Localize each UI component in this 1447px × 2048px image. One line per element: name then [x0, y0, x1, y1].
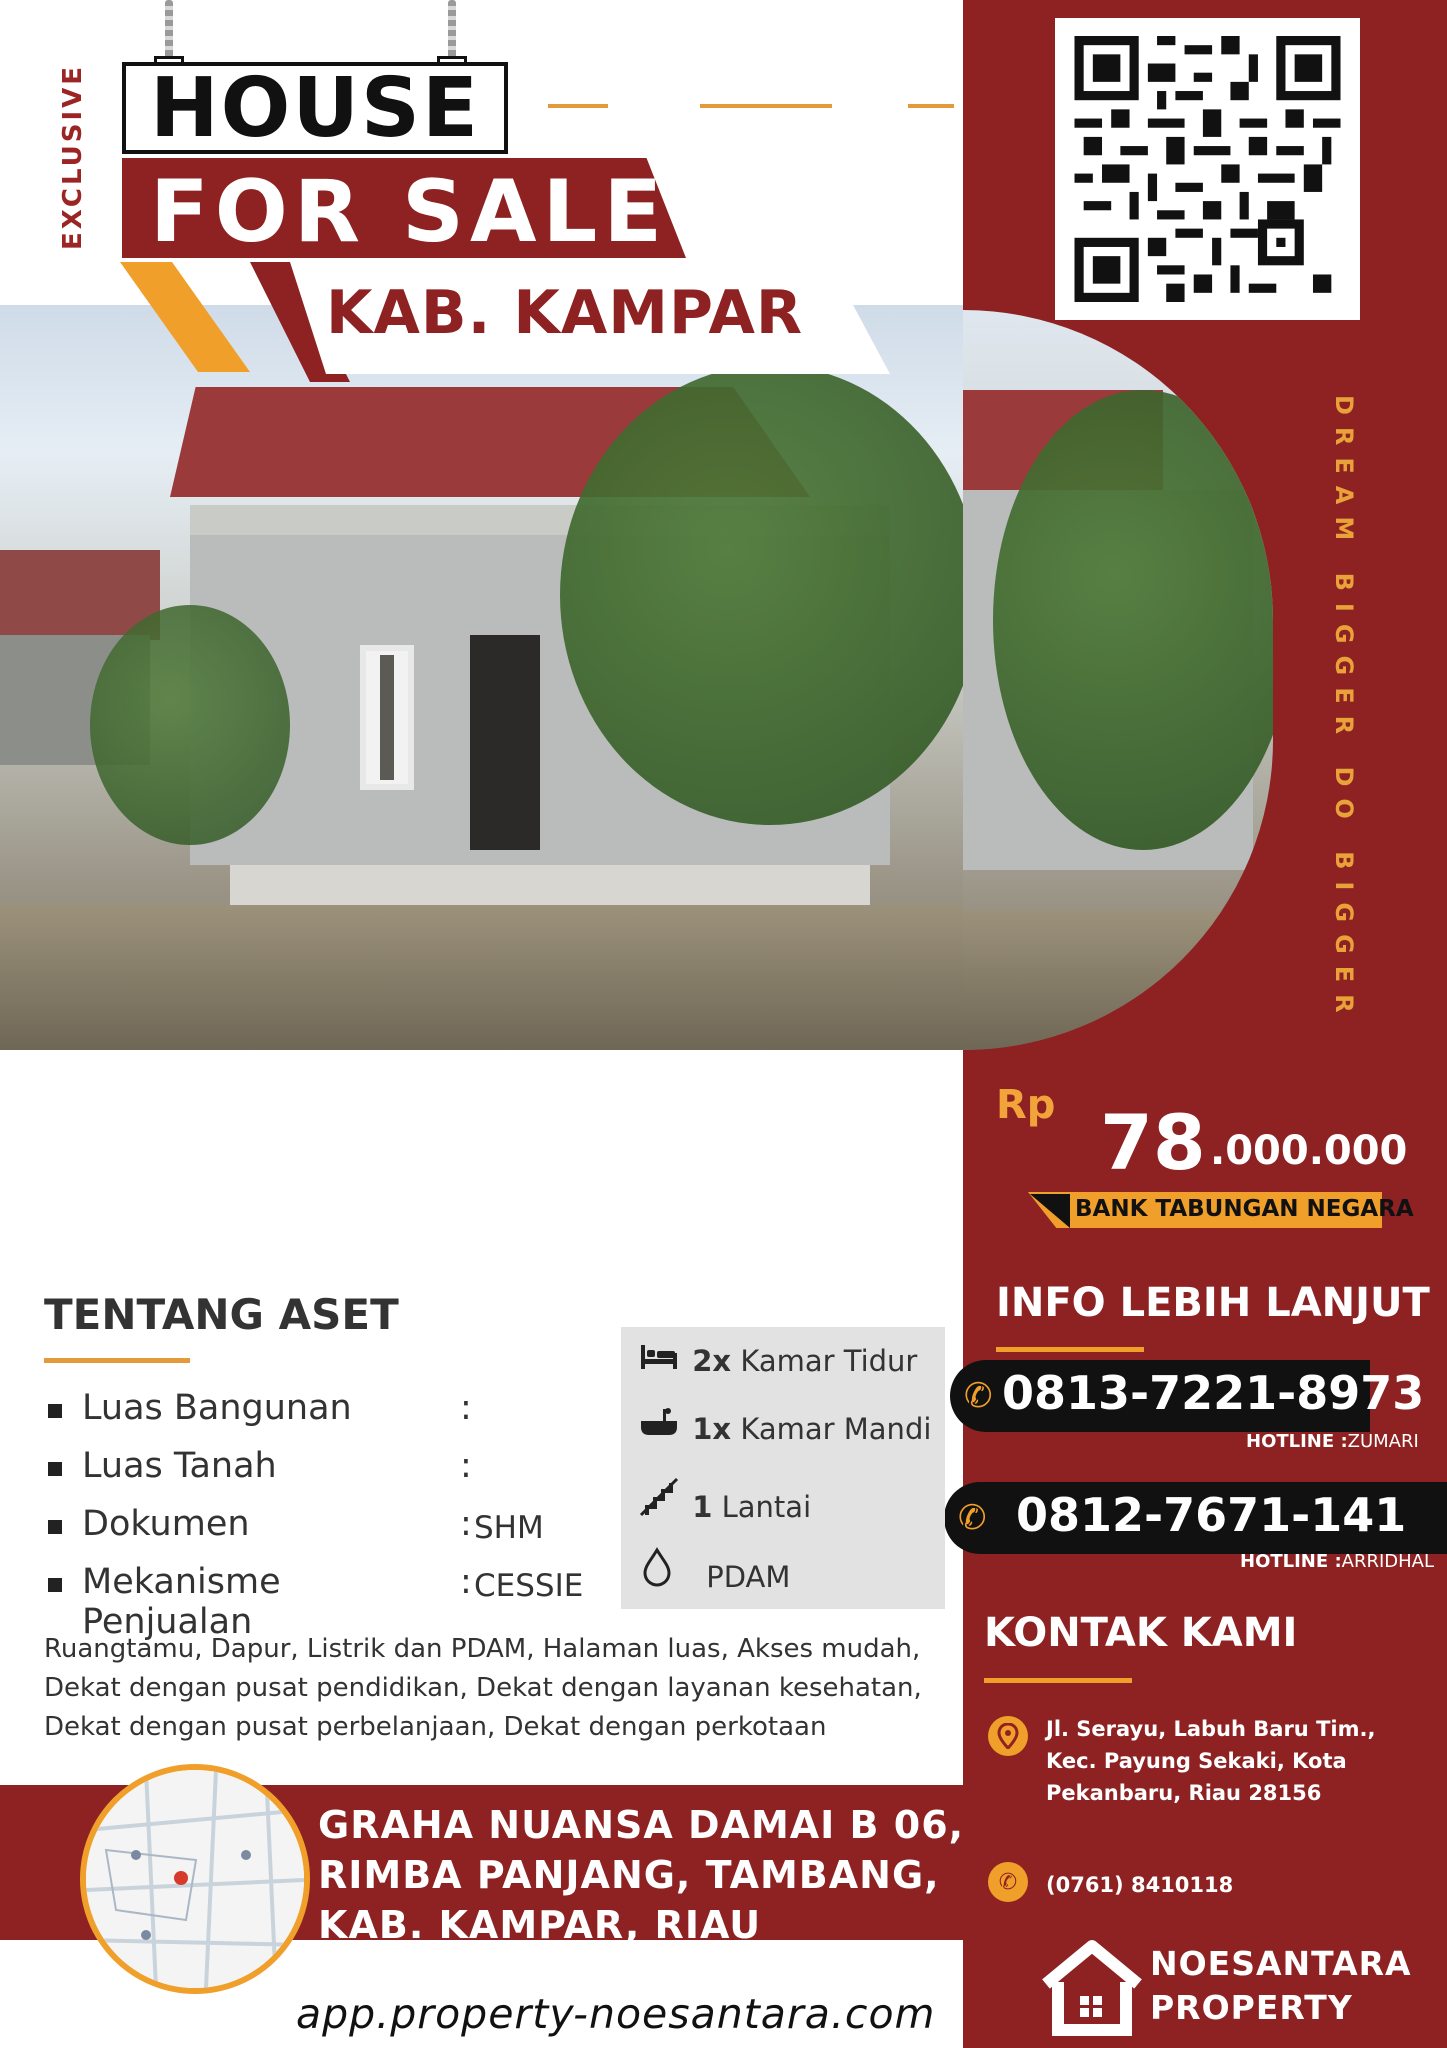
spec-value: SHM — [474, 1510, 544, 1546]
spec-row — [44, 1562, 584, 1642]
location-title: KAB. KAMPAR — [326, 278, 804, 348]
location-pin-glyph — [997, 1723, 1019, 1749]
feature-count: 2x — [692, 1344, 732, 1378]
feature-bedroom — [639, 1341, 917, 1379]
chain-right — [448, 0, 456, 60]
spec-colon: : — [460, 1562, 472, 1602]
price-rest: .000.000 — [1210, 1128, 1408, 1174]
property-address — [318, 1800, 964, 1950]
feature-text: Kamar Tidur — [740, 1344, 918, 1378]
feature-water — [639, 1547, 790, 1595]
spec-colon: : — [460, 1504, 472, 1544]
feature-floor — [639, 1477, 811, 1525]
hotline-label-1 — [1246, 1431, 1419, 1452]
decor-dash — [548, 104, 608, 108]
address-line: Pekanbaru, Riau 28156 — [1046, 1781, 1322, 1805]
stairs-icon — [639, 1477, 683, 1525]
noesantara-logo-icon — [1038, 1938, 1146, 2036]
hotline-number-1[interactable]: 0813-7221-8973 — [1002, 1366, 1425, 1420]
for-sale-text: FOR SALE — [150, 162, 669, 262]
bullet — [48, 1578, 62, 1592]
spec-row — [44, 1446, 583, 1504]
feature-bathroom — [639, 1407, 931, 1447]
bathtub-icon — [639, 1407, 683, 1447]
phone-icon: ✆ — [988, 1862, 1028, 1902]
water-drop-icon — [639, 1547, 683, 1595]
logo-line-1: NOESANTARA — [1150, 1944, 1412, 1983]
logo-line-2: PROPERTY — [1150, 1988, 1353, 2027]
house-sign: HOUSE — [122, 62, 508, 154]
bullet — [48, 1462, 62, 1476]
stairs-glyph — [639, 1477, 679, 1517]
decor-dash — [908, 104, 954, 108]
price-main: 78 — [1100, 1098, 1206, 1187]
asset-description: Ruangtamu, Dapur, Listrik dan PDAM, Halaman luas, Akses mudah, Dekat dengan pusat pendidikan, Dekat dengan layanan kesehatan, Dekat dengan pusat perbelanjaan, Dekat dengan perkotaan — [44, 1634, 922, 1742]
water-drop-glyph — [639, 1547, 675, 1587]
feature-count: 1 — [692, 1490, 713, 1524]
address-line: Jl. Serayu, Labuh Baru Tim., — [1046, 1717, 1376, 1741]
qr-code-graphic — [1073, 36, 1342, 302]
office-address — [1046, 1713, 1375, 1809]
about-underline — [44, 1358, 190, 1363]
hotline-prefix: HOTLINE : — [1246, 1431, 1348, 1452]
bathtub-glyph — [639, 1407, 679, 1439]
chain-left — [165, 0, 173, 60]
map-graphic — [86, 1770, 304, 1988]
property-address-line: KAB. KAMPAR, RIAU — [318, 1903, 762, 1947]
property-address-line: RIMBA PANJANG, TAMBANG, — [318, 1853, 940, 1897]
spec-row — [44, 1388, 583, 1446]
spec-row — [44, 1504, 583, 1562]
phone-icon: ✆ — [964, 1376, 993, 1416]
house-photo — [0, 305, 963, 1050]
bank-name: BANK TABUNGAN NEGARA — [1075, 1196, 1414, 1222]
noesantara-logo-text — [1150, 1942, 1412, 2030]
address-line: Kec. Payung Sekaki, Kota — [1046, 1749, 1347, 1773]
office-phone[interactable]: (0761) 8410118 — [1046, 1873, 1234, 1897]
contact-heading: KONTAK KAMI — [984, 1610, 1298, 1656]
info-heading: INFO LEBIH LANJUT — [996, 1280, 1430, 1326]
bed-glyph — [639, 1341, 679, 1371]
bullet — [48, 1520, 62, 1534]
hotline-prefix: HOTLINE : — [1240, 1551, 1342, 1572]
house-logo-glyph — [1038, 1938, 1146, 2036]
spec-value: CESSIE — [474, 1568, 584, 1604]
bed-icon — [639, 1341, 683, 1379]
spec-colon: : — [460, 1446, 472, 1486]
feature-count: 1x — [692, 1412, 732, 1446]
hotline-number-2[interactable]: 0812-7671-141 — [1016, 1488, 1407, 1542]
spec-colon: : — [460, 1388, 472, 1428]
property-address-line: GRAHA NUANSA DAMAI B 06, — [318, 1803, 965, 1847]
feature-text: PDAM — [706, 1560, 791, 1594]
website-link[interactable]: app.property-noesantara.com — [296, 1990, 936, 2038]
location-pin-icon — [988, 1716, 1028, 1756]
contact-underline — [984, 1678, 1132, 1683]
qr-code[interactable] — [1055, 18, 1360, 320]
decor-dash — [700, 104, 832, 108]
feature-text: Kamar Mandi — [740, 1412, 932, 1446]
location-map[interactable] — [80, 1764, 310, 1994]
hotline-label-2 — [1240, 1551, 1434, 1572]
bullet — [48, 1404, 62, 1418]
spec-list — [44, 1388, 584, 1642]
about-heading: TENTANG ASET — [44, 1290, 399, 1339]
spec-label: Luas Bangunan — [82, 1388, 352, 1428]
info-underline — [996, 1347, 1144, 1352]
feature-box — [621, 1327, 945, 1609]
price-currency: Rp — [996, 1082, 1056, 1128]
spec-label: Dokumen — [82, 1504, 250, 1544]
spec-label: Luas Tanah — [82, 1446, 277, 1486]
hotline-name: ARRIDHAL — [1341, 1551, 1435, 1572]
spec-label: Mekanisme Penjualan — [82, 1562, 281, 1642]
feature-text: Lantai — [721, 1490, 812, 1524]
tagline-vertical: DREAM BIGGER DO BIGGER — [1330, 395, 1358, 1025]
phone-icon: ✆ — [958, 1498, 987, 1538]
hotline-name: ZUMARI — [1347, 1431, 1419, 1452]
exclusive-label: EXCLUSIVE — [58, 64, 88, 250]
